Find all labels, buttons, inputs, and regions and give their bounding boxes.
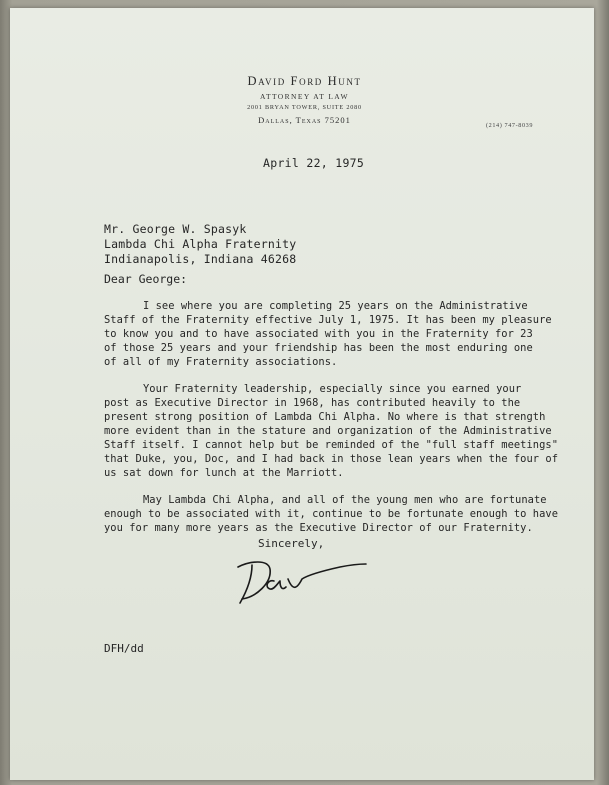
closing: Sincerely, [258,537,325,550]
body-line: of all of my Fraternity associations. [104,356,338,368]
handwritten-signature [230,553,370,615]
body-line: that Duke, you, Doc, and I had back in those lean years when the four of [104,453,559,465]
letterhead-name: David Ford Hunt [247,74,362,88]
body-line: of those 25 years and your friendship has been the most enduring one [104,342,533,354]
body-line: you for many more years as the Executive Director of our Fraternity. [104,522,533,534]
body-line: May Lambda Chi Alpha, and all of the young men who are fortunate [143,494,547,506]
body-line: more evident than in the stature and organization of the Administrative [104,425,552,437]
typist-initials: DFH/dd [104,642,144,655]
recipient-line: Lambda Chi Alpha Fraternity [104,237,297,251]
letter-date: April 22, 1975 [263,156,365,170]
body-line: us sat down for lunch at the Marriott. [104,467,344,479]
body-line: I see where you are completing 25 years on the Administrative [143,300,528,312]
letterhead-phone: (214) 747-8039 [486,122,534,129]
body-line: Your Fraternity leadership, especially since you earned your [143,383,522,395]
recipient-line: Indianapolis, Indiana 46268 [104,252,297,266]
letterhead-address: 2001 BRYAN TOWER, SUITE 2080 [247,104,362,111]
body-line: enough to be associated with it, continue to be fortunate enough to have [104,508,559,520]
body-line: to know you and to have associated with you in the Fraternity for 23 [104,328,533,340]
body-line: present strong position of Lambda Chi Alpha. No where is that strength [104,411,546,423]
body-line: Staff itself. I cannot help but be reminded of the "full staff meetings" [104,439,559,451]
body-line: post as Executive Director in 1968, has contributed heavily to the [104,397,521,409]
body-line: Staff of the Fraternity effective July 1, 1975. It has been my pleasure [104,314,552,326]
salutation: Dear George: [104,272,188,286]
recipient-line: Mr. George W. Spasyk [104,222,247,236]
letterhead-city: Dallas, Texas 75201 [258,115,351,125]
letterhead-title: ATTORNEY AT LAW [259,92,349,101]
